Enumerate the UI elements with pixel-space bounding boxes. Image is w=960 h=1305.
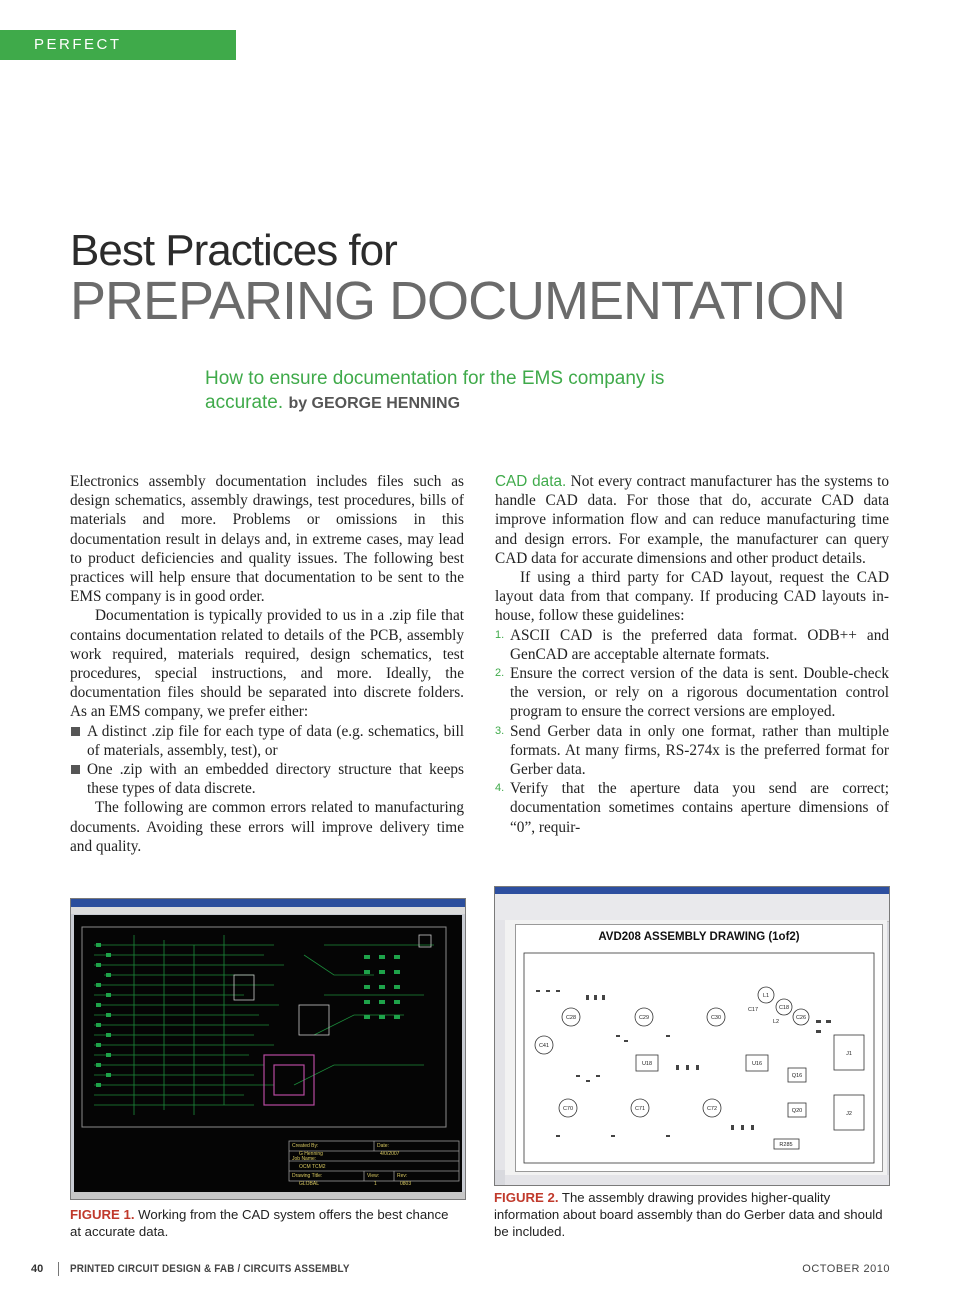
title-block-rev: 0803 xyxy=(400,1181,412,1187)
item-number: 4. xyxy=(495,782,505,795)
figure-label: FIGURE 2. xyxy=(494,1190,559,1205)
paragraph: If using a third party for CAD layout, request the CAD layout data from that company. If producing CAD layouts in-house, follow these guidelines: xyxy=(495,569,889,625)
title-block-drawing-title: GLOBAL xyxy=(299,1181,320,1187)
cad-canvas xyxy=(74,915,462,1193)
component-label: C71 xyxy=(634,1106,646,1112)
paragraph xyxy=(495,472,889,568)
component-label: R285 xyxy=(779,1142,793,1148)
component-label: C18 xyxy=(778,1005,790,1011)
title-block-date-label: Date: xyxy=(377,1143,389,1149)
component-label: J1 xyxy=(846,1051,852,1057)
byline: by GEORGE HENNING xyxy=(288,395,461,412)
headline-line-1: Best Practices for xyxy=(70,226,397,275)
component-label: J2 xyxy=(846,1111,852,1117)
caption-text: Working from the CAD system offers the best chance at accurate data. xyxy=(70,1207,449,1239)
list-item xyxy=(495,779,889,837)
component-label: U18 xyxy=(641,1061,653,1067)
list-item-text: One .zip with an embedded directory structure that keeps these types of data discrete. xyxy=(87,761,464,798)
item-number: 1. xyxy=(495,628,505,641)
section-tab xyxy=(0,30,236,83)
numbered-list xyxy=(495,626,889,837)
status-bar xyxy=(71,1192,465,1199)
list-item xyxy=(70,722,464,760)
list-item-text: Send Gerber data in only one format, rather than multiple formats. At many firms, RS-274x is the preferred format for Gerber data. xyxy=(510,722,889,779)
title-block-date: 4/0/2007 xyxy=(380,1151,400,1157)
title-block-rev-label: Rev: xyxy=(397,1173,408,1179)
page-navigation-bar xyxy=(505,1175,889,1185)
list-item-text: ASCII CAD is the preferred data format. ODB++ and GenCAD are acceptable alternate formats. xyxy=(510,626,889,663)
component-label: C30 xyxy=(710,1015,722,1021)
title-block-drawing-title-label: Drawing Title: xyxy=(292,1173,323,1179)
title-block-created-by-label: Created By: xyxy=(292,1143,319,1149)
paragraph: Documentation is typically provided to us in a .zip file that contains documentation related to details of the PCB, assembly work required, materials required, design schematics, test procedures, special instructions, and more. Ideally, the documentation files should be separated into discrete folders. As an EMS company, we prefer either: xyxy=(70,607,464,721)
drawing-page xyxy=(515,924,883,1172)
component-label: Q16 xyxy=(791,1073,803,1079)
component-label: L1 xyxy=(762,993,770,999)
list-item xyxy=(495,722,889,780)
document-view xyxy=(505,920,887,1175)
square-bullet-icon xyxy=(71,765,80,774)
right-column xyxy=(495,472,889,837)
list-item-text: A distinct .zip file for each type of data (e.g. schematics, bill of materials, assembly, test), or xyxy=(87,722,464,759)
figure-2-assembly-screenshot xyxy=(494,886,890,1186)
component-label: C17 xyxy=(747,1007,759,1013)
assembly-drawing-graphic xyxy=(516,925,882,1171)
title-block-view: 1 xyxy=(374,1181,377,1187)
list-item-text: Verify that the aperture data you send are correct; documentation sometimes contains aperture dimensions of “0”, requir- xyxy=(510,780,889,836)
figure-1-cad-screenshot xyxy=(70,898,466,1200)
component-label: C41 xyxy=(538,1043,550,1049)
drawing-title: AVD208 ASSEMBLY DRAWING (1of2) xyxy=(598,931,800,943)
title-block-job-name: OCM TCM2 xyxy=(299,1164,326,1170)
pcb-layout-graphic xyxy=(74,915,462,1193)
paragraph: Electronics assembly documentation includes files such as design schematics, assembly drawings, test procedures, bills of materials and more. Problems or omissions in this documentation result in delays and, in extreme cases, may lead to product deficiencies and quality issues. The following best practices will help ensure that documentation to be sent to the EMS company is in good order. xyxy=(70,473,464,606)
figure-label: FIGURE 1. xyxy=(70,1207,135,1222)
page-footer xyxy=(0,1263,960,1279)
component-label: C72 xyxy=(706,1106,718,1112)
caption-text: The assembly drawing provides higher-quality information about board assembly than do Gerber data and should be included. xyxy=(494,1190,883,1239)
component-label: C29 xyxy=(638,1015,650,1021)
component-label: C28 xyxy=(565,1015,577,1021)
window-title-bar xyxy=(495,887,889,894)
component-label: L2 xyxy=(772,1019,780,1025)
item-number: 2. xyxy=(495,667,505,680)
headline-line-2: PREPARING DOCUMENTATION xyxy=(70,271,846,331)
section-prefix: PERFECT xyxy=(34,36,122,53)
title-block-created-by: G Henning xyxy=(299,1151,323,1157)
section-highlight: PAPERWORK xyxy=(34,66,155,83)
list-item xyxy=(495,664,889,722)
component-label: C70 xyxy=(562,1106,574,1112)
deck xyxy=(205,367,725,416)
paragraph-text: Not every contract manufacturer has the systems to handle CAD data. For those that do, accurate CAD data improve information flow and can reduce manufacturing time and design errors. For example, the manufacturer can query CAD data for accurate dimensions and other product details. xyxy=(495,473,889,567)
component-label: U16 xyxy=(751,1061,763,1067)
figure-2-caption xyxy=(494,1189,894,1240)
item-number: 3. xyxy=(495,724,505,737)
publication-name: PRINTED CIRCUIT DESIGN & FAB / CIRCUITS ASSEMBLY xyxy=(70,1263,350,1275)
title-block-job-name-label: Job Name: xyxy=(292,1156,317,1162)
page-number: 40 xyxy=(31,1263,44,1275)
component-label: Q20 xyxy=(791,1108,803,1114)
list-item-text: Ensure the correct version of the data is sent. Double-check the version, or rely on a rigorous documentation control program to ensure the correct versions are employed. xyxy=(510,665,889,721)
bullet-list xyxy=(70,722,464,799)
left-column xyxy=(70,472,464,856)
component-label: C26 xyxy=(795,1015,807,1021)
footer-divider xyxy=(58,1262,59,1276)
paragraph: The following are common errors related to manufacturing documents. Avoiding these errors will improve delivery time and quality. xyxy=(70,799,464,855)
deck-text: How to ensure documentation for the EMS company is accurate. xyxy=(205,368,665,413)
square-bullet-icon xyxy=(71,727,80,736)
side-panel-tabs xyxy=(495,920,505,1170)
issue-date: OCTOBER 2010 xyxy=(802,1263,890,1275)
list-item xyxy=(70,760,464,798)
list-item xyxy=(495,626,889,664)
title-block-view-label: View: xyxy=(367,1173,380,1179)
menu-bar xyxy=(71,907,465,914)
figure-1-caption xyxy=(70,1206,450,1240)
window-title-bar xyxy=(71,899,465,907)
lead-in: CAD data. xyxy=(495,473,567,490)
